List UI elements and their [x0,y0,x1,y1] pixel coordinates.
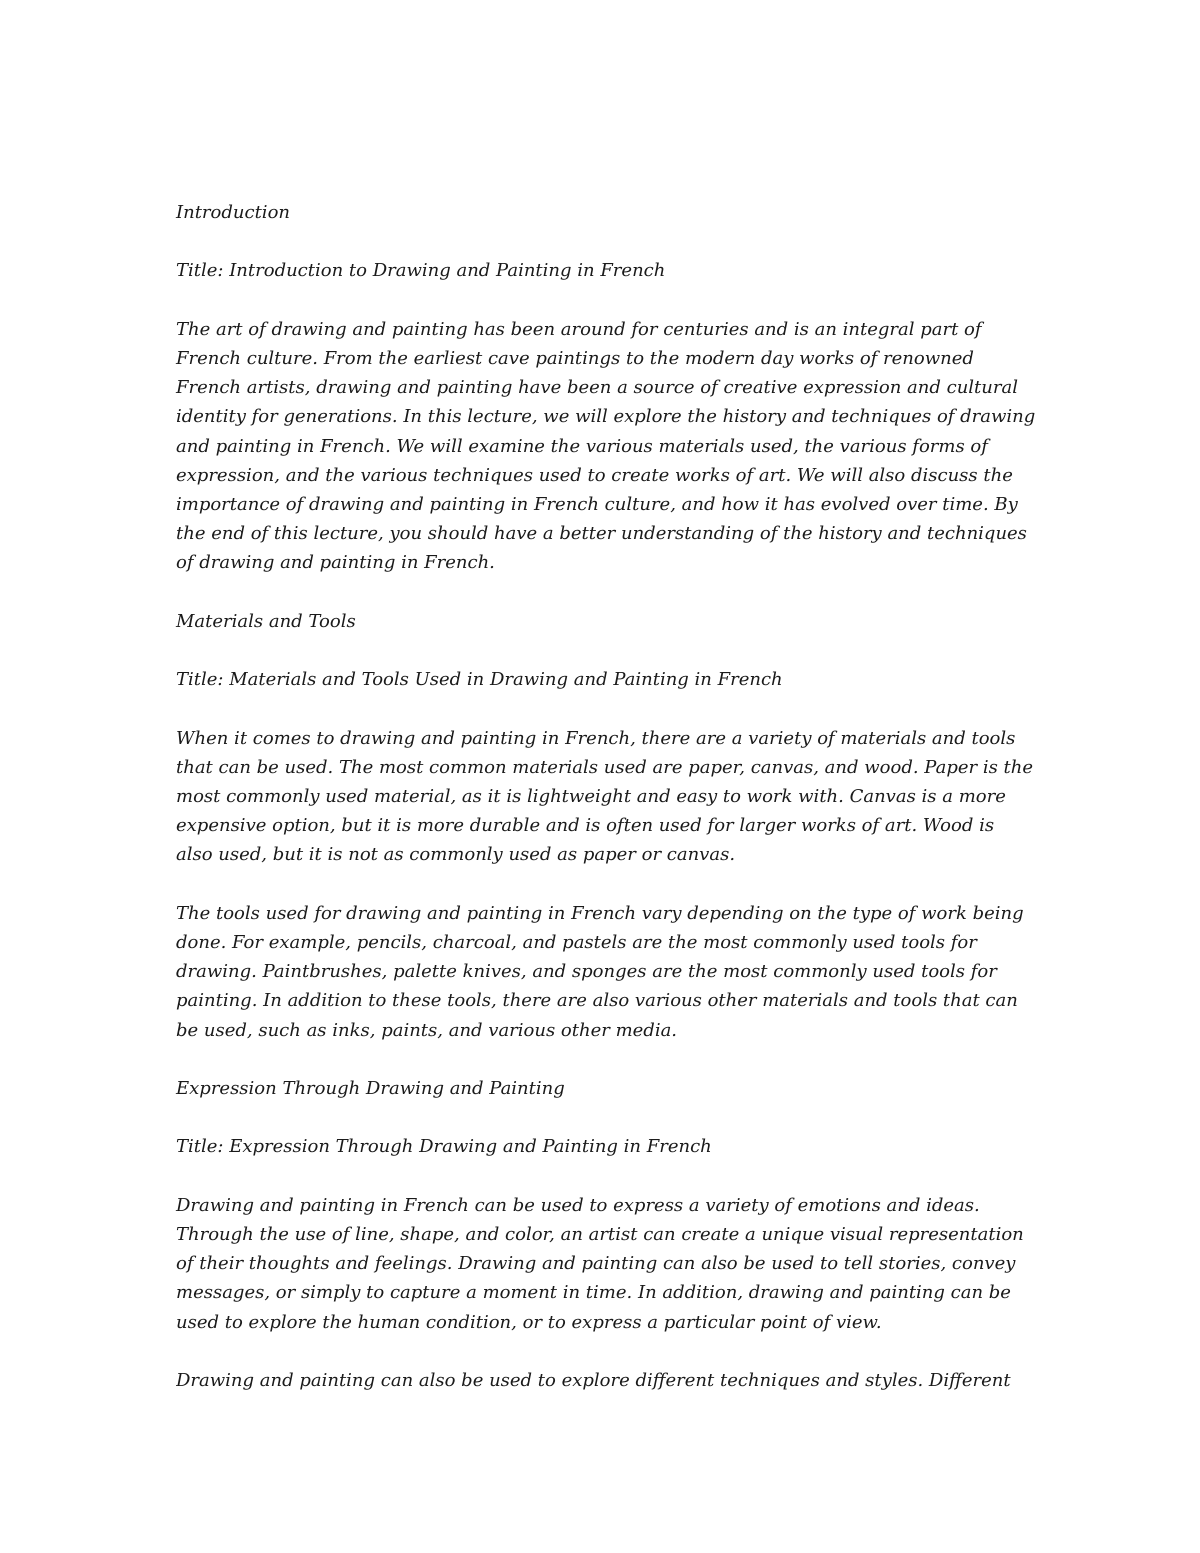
paragraph-materials: When it comes to drawing and painting in French, there are a variety of materials and tools that can be used. The most common materials used are paper, canvas, and wood. Paper is the most commonly used material, as it is lightweight and easy to work with. Canvas is a more expensive option, but it is more durable and is often used for larger works of art. Wood is also used, but it is not as commonly used as paper or canvas. [176,727,1034,866]
paragraph-tools: The tools used for drawing and painting in French vary depending on the type of work being done. For example, pencils, charcoal, and pastels are the most commonly used tools for drawing. Paintbrushes, palette knives, and sponges are the most commonly used tools for painting. In addition to these tools, there are also various other materials and tools that can be used, such as inks, paints, and various other media. [176,902,1024,1041]
paragraph-expression: Drawing and painting in French can be used to express a variety of emotions and ideas. Through the use of line, shape, and color, an artist can create a unique visual representation of their thoughts and feelings. Drawing and painting can also be used to tell stories, convey messages, or simply to capture a moment in time. In addition, drawing and painting can be used to explore the human condition, or to express a particular point of view. [176,1194,1024,1333]
section-title-materials: Title: Materials and Tools Used in Drawing and Painting in French [176,669,783,691]
paragraph-introduction: The art of drawing and painting has been around for centuries and is an integral part of French culture. From the earliest cave paintings to the modern day works of renowned French artists, drawing and painting have been a source of creative expression and cultural identity for generations. In this lecture, we will explore the history and techniques of drawing and painting in French. We will examine the various materials used, the various forms of expression, and the various techniques used to create works of art. We will also discuss the importance of drawing and painting in French culture, and how it has evolved over time. By the end of this lecture, you should have a better understanding of the history and techniques of drawing and painting in French. [176,318,1036,574]
section-title-expression: Title: Expression Through Drawing and Painting in French [176,1136,712,1158]
section-heading-expression: Expression Through Drawing and Painting [176,1077,565,1099]
section-heading-introduction: Introduction [176,202,290,223]
section-title-introduction: Title: Introduction to Drawing and Painting in French [176,260,666,282]
paragraph-techniques: Drawing and painting can also be used to explore different techniques and styles. Different [176,1369,1011,1391]
document-body [176,198,1036,1395]
section-heading-materials: Materials and Tools [176,610,356,632]
